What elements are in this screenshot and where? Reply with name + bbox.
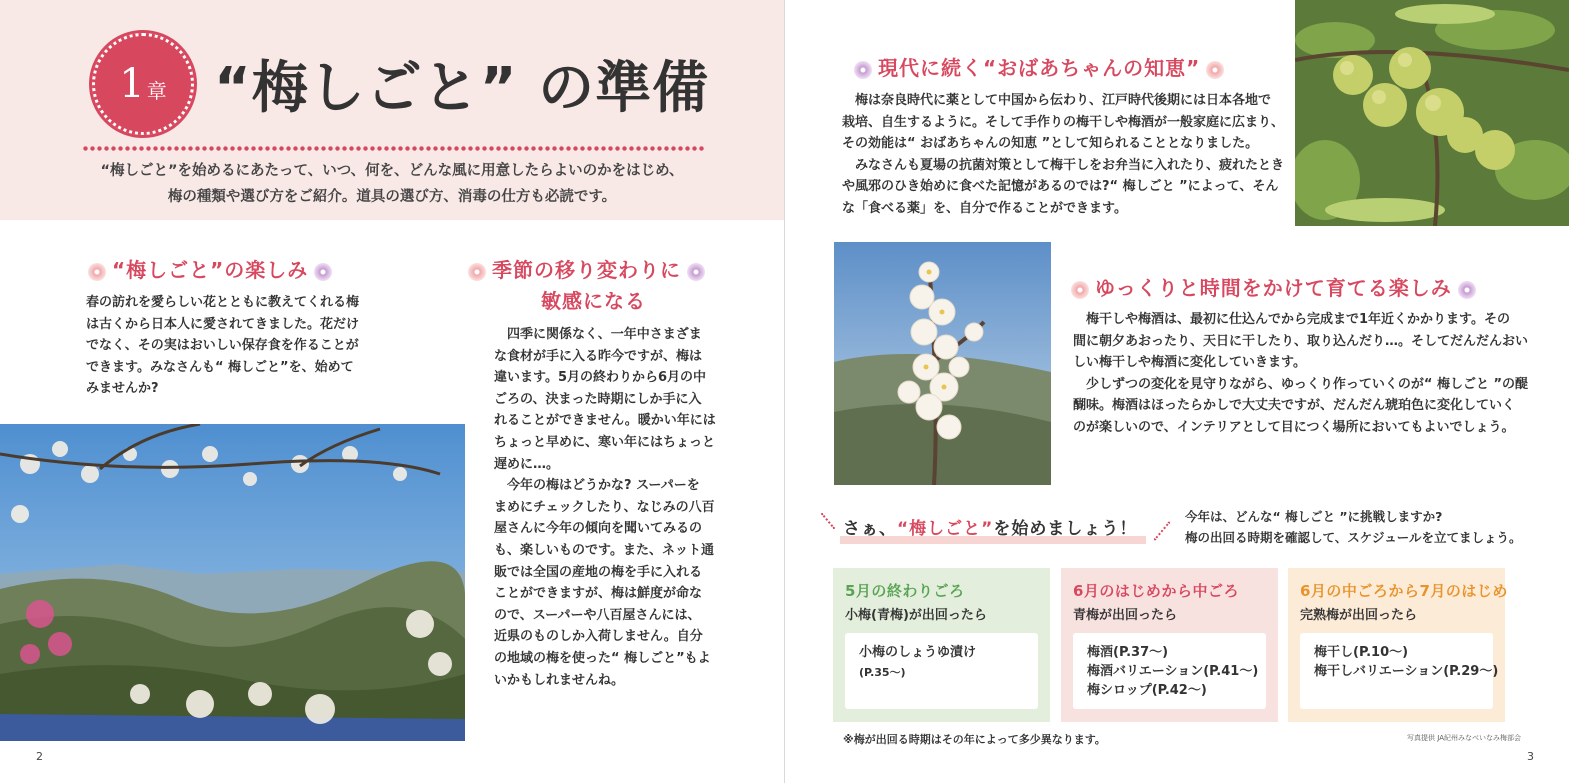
cta-dash-decoration [1154,521,1171,541]
section-body-seasons [494,324,716,691]
plum-blossom-photo [834,242,1051,485]
heading-text: ゆっくりと時間をかけて育てる楽しみ [1095,276,1452,300]
plum-orchard-landscape-photo [0,424,465,741]
section-heading-wisdom [848,52,1230,81]
body-line: ので、スーパーや八百屋さんには、 [494,607,701,623]
section-body-wisdom [842,90,1285,220]
heading-text: “梅しごと”の楽しみ [112,258,309,282]
page-number: 3 [1527,750,1534,763]
section-body-slow-growth [1073,309,1529,439]
body-line: みませんか? [86,381,159,397]
body-line: 今年の梅はどうかな? スーパーを [507,478,700,494]
season-card-mid-june [1288,568,1508,722]
lead-line: “梅しごと”を始めるにあたって、いつ、何を、どんな風に用意したらよいのかをはじめ、 [100,163,684,179]
season-subtitle: 完熟梅が出回ったら [1300,608,1418,623]
recipe-list [1300,633,1499,709]
body-line: ごろの、決まった時期にしか手に入 [494,391,702,407]
body-line: 遅めに…。 [494,456,560,472]
recipe-list [1073,633,1266,709]
dotted-divider [82,146,704,151]
photo-credit: 写真提供 JA紀州みなべいなみ梅部会 [1407,734,1521,742]
plum-flower-icon [468,263,486,281]
cta-description [1185,506,1522,548]
cta-highlight: “梅しごと” [897,519,994,539]
body-line: も、楽しいものです。また、ネット通 [494,542,714,558]
chapter-suffix: 章 [146,78,167,103]
heading-text: 季節の移り変わりに [492,258,681,282]
section-heading-slow-growth [1065,272,1482,301]
body-line: は古くから日本人に愛されてきました。花だけ [86,316,360,332]
body-line: みなさんも夏場の抗菌対策として梅干しをお弁当に入れたり、疲れたとき [855,157,1285,173]
body-line: 梅干しや梅酒は、最初に仕込んでから完成まで1年近くかかります。その [1086,312,1511,327]
body-line: でなく、その実はおいしい保存食を作ることが [86,338,359,354]
chapter-header [0,0,784,220]
body-line: 少しずつの変化を見守りながら、ゆっくり作っていくのが“ 梅しごと ”の醍 [1086,376,1529,392]
recipe-item: 小梅のしょうゆ漬け [859,645,977,660]
season-card-early-june [1061,568,1278,722]
season-subtitle: 小梅(青梅)が出回ったら [845,608,987,623]
footnote: ※梅が出回る時期はその年によって多少異なります。 [843,733,1106,746]
body-line: 梅は奈良時代に薬として中国から伝わり、江戸時代後期には日本各地で [855,93,1272,108]
body-line: れることができません。暖かい年には [494,413,716,429]
body-line: 近県のものしか入荷しません。自分 [494,629,703,645]
plum-flower-icon [314,263,332,281]
body-line: ちょっと早めに、寒い年にはちょっと [494,434,716,450]
section-heading-seasons [462,254,711,283]
recipe-item: 梅干し(P.10～) [1314,645,1409,660]
body-line: 屋さんに今年の傾向を聞いてみるの [494,521,703,537]
recipe-item: 梅干しバリエーション(P.29～) [1314,664,1499,679]
cta-dash-decoration [821,513,835,530]
page-number: 2 [36,750,43,763]
body-line: できます。みなさんも“ 梅しごと”を、始めて [86,359,354,375]
section-heading-enjoyment [82,254,338,283]
green-plums-photo [1295,0,1569,226]
body-line: 違います。5月の終わりから6月の中 [494,370,707,386]
cta-line: 今年は、どんな“ 梅しごと ”に挑戦しますか? [1185,509,1443,524]
plum-flower-icon [1458,281,1476,299]
recipe-list [845,633,1038,709]
cta-line: 梅の出回る時期を確認して、スケジュールを立てましょう。 [1185,530,1522,545]
body-line: な食材が手に入る昨今ですが、梅は [494,348,703,364]
recipe-item: 梅酒(P.37～) [1087,645,1169,660]
cta-prefix: さぁ、 [843,519,897,539]
plum-flower-icon [88,263,106,281]
plum-flower-icon [854,61,872,79]
cta-suffix: を始めましょう！ [993,519,1138,539]
body-line: のが楽しいので、インテリアとして目につく場所においてもよいでしょう。 [1073,419,1515,435]
body-line: まめにチェックしたり、なじみの八百 [494,499,715,515]
season-title: 6月の中ごろから7月のはじめ [1300,582,1508,600]
body-line: 四季に関係なく、一年中さまざま [507,327,702,342]
plum-flower-icon [1206,61,1224,79]
body-line: 春の訪れを愛らしい花とともに教えてくれる梅 [86,295,360,310]
body-line: 間に朝夕あおったり、天日に干したり、取り込んだり…。そしてだんだんおい [1073,333,1529,349]
chapter-badge [92,33,194,135]
chapter-number: 1 [119,61,145,107]
body-line: その効能は“ おばあちゃんの知恵 ”として知られることとなりました。 [842,136,1259,152]
season-card-late-may [833,568,1050,722]
body-line: ことができますが、梅は鮮度が命な [494,586,703,602]
section-body-enjoyment [86,292,366,400]
body-line: いかもしれませんね。 [494,672,625,688]
season-title: 6月のはじめから中ごろ [1073,582,1239,600]
page-gutter [784,0,785,783]
season-subtitle: 青梅が出回ったら [1073,608,1178,623]
season-title: 5月の終わりごろ [845,582,965,600]
section-heading-seasons-line2: 敏感になる [541,289,646,313]
body-line: な「食べる薬」を、自分で作ることができます。 [842,200,1127,216]
plum-flower-icon [687,263,705,281]
body-line: しい梅干しや梅酒に変化していきます。 [1073,355,1306,371]
chapter-lead [60,158,724,210]
body-line: 販では全国の産地の梅を手に入れる [494,564,703,580]
body-line: 栽培、自生するように。そして手作りの梅干しや梅酒が一般家庭に広まり、 [842,114,1285,130]
body-line: や風邪のひき始めに食べた記憶があるのでは?“ 梅しごと ”によって、そん [842,179,1279,195]
page-reference: (P.35～) [859,666,906,679]
recipe-item: 梅シロップ(P.42～) [1087,683,1207,698]
cta-heading [843,514,1137,539]
heading-text: 現代に続く“おばあちゃんの知恵” [878,56,1201,80]
recipe-item: 梅酒バリエーション(P.41～) [1087,664,1259,679]
body-line: 醐味。梅酒はほったらかしで大丈夫ですが、だんだん琥珀色に変化していく [1073,398,1516,414]
left-page [0,0,784,783]
lead-line: 梅の種類や選び方をご紹介。道具の選び方、消毒の仕方も必読です。 [167,189,617,205]
body-line: の地域の梅を使った“ 梅しごと”もよ [494,650,711,666]
plum-flower-icon [1071,281,1089,299]
chapter-title: “梅しごと” の準備 [214,56,710,121]
